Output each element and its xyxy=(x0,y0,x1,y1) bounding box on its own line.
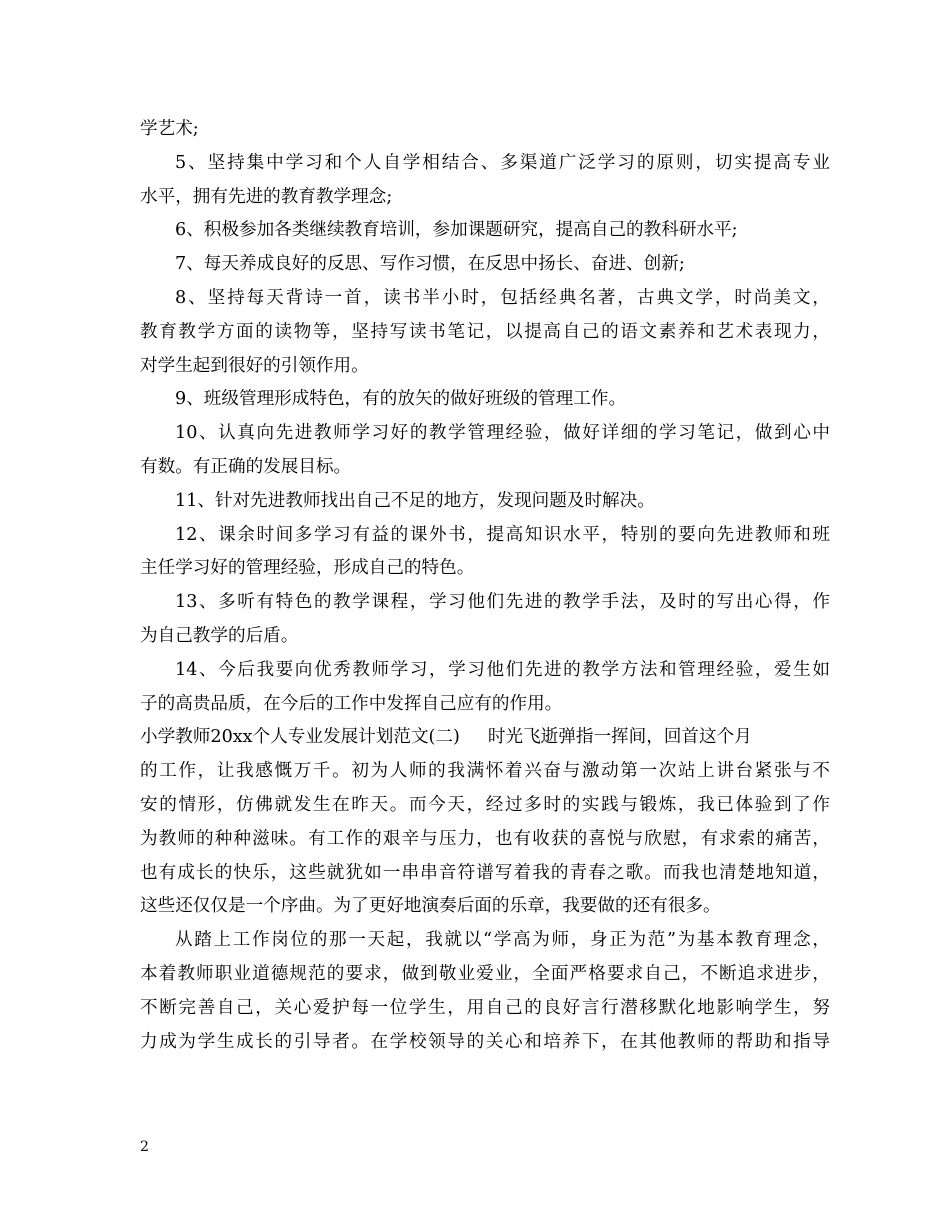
text-line: 对学生起到很好的引领作用。 xyxy=(140,355,369,376)
list-item-13: 13、多听有特色的教学课程，学习他们先进的教学手法，及时的写出心得，作 xyxy=(175,592,830,613)
list-item-10: 10、认真向先进教师学习好的教学管理经验，做好详细的学习笔记，做到心中 xyxy=(175,423,830,444)
text-line: 这些还仅仅是一个序曲。为了更好地演奏后面的乐章，我要做的还有很多。 xyxy=(140,896,721,917)
text-line: 有数。有正确的发展目标。 xyxy=(140,456,352,477)
text-line: 教育教学方面的读物等，坚持写读书笔记，以提高自己的语文素养和艺术表现力， xyxy=(140,321,830,342)
list-item-12: 12、课余时间多学习有益的课外书，提高知识水平，特别的要向先进教师和班 xyxy=(175,524,830,545)
list-item-11: 11、针对先进教师找出自己不足的地方，发现问题及时解决。 xyxy=(175,490,655,511)
text-line: 力成为学生成长的引导者。在学校领导的关心和培养下，在其他教师的帮助和指导 xyxy=(140,1031,830,1052)
text-line: 不断完善自己，关心爱护每一位学生，用自己的良好言行潜移默化地影响学生，努 xyxy=(140,997,830,1018)
text-line: 子的高贵品质，在今后的工作中发挥自己应有的作用。 xyxy=(140,693,563,714)
list-item-7: 7、每天养成良好的反思、写作习惯，在反思中扬长、奋进、创新; xyxy=(175,254,685,275)
paragraph-start: 时光飞逝弹指一挥间，回首这个月 xyxy=(487,727,752,748)
text-line: 水平，拥有先进的教育教学理念; xyxy=(140,186,393,207)
text-line: 本着教师职业道德规范的要求，做到敬业爱业，全面严格要求自己，不断追求进步， xyxy=(140,963,830,984)
text-line: 为教师的种种滋味。有工作的艰辛与压力，也有收获的喜悦与欣慰，有求索的痛苦， xyxy=(140,828,830,849)
page-number: 2 xyxy=(140,1139,149,1155)
list-item-9: 9、班级管理形成特色，有的放矢的做好班级的管理工作。 xyxy=(175,389,627,410)
section-heading: 小学教师20xx个人专业发展计划范文(二) xyxy=(140,727,460,748)
text-line: 也有成长的快乐，这些就犹如一串串音符谱写着我的青春之歌。而我也清楚地知道， xyxy=(140,862,830,883)
text-line: 的工作，让我感慨万千。初为人师的我满怀着兴奋与激动第一次站上讲台紧张与不 xyxy=(140,761,830,782)
paragraph-start: 从踏上工作岗位的那一天起，我就以“学高为师，身正为范”为基本教育理念， xyxy=(175,930,830,951)
list-item-14: 14、今后我要向优秀教师学习，学习他们先进的教学方法和管理经验，爱生如 xyxy=(175,659,830,680)
text-line: 为自己教学的后盾。 xyxy=(140,625,299,646)
text-line: 安的情形，仿佛就发生在昨天。而今天，经过多时的实践与锻炼，我已体验到了作 xyxy=(140,794,830,815)
list-item-8: 8、坚持每天背诗一首，读书半小时，包括经典名著，古典文学，时尚美文， xyxy=(175,287,830,308)
section-heading-line xyxy=(140,721,830,755)
list-item-6: 6、积极参加各类继续教育培训，参加课题研究，提高自己的教科研水平; xyxy=(175,220,738,241)
document-body xyxy=(140,113,830,1059)
text-line: 学艺术; xyxy=(140,119,199,139)
text-line: 主任学习好的管理经验，形成自己的特色。 xyxy=(140,558,475,579)
list-item-5: 5、坚持集中学习和个人自学相结合、多渠道广泛学习的原则，切实提高专业 xyxy=(175,152,830,173)
